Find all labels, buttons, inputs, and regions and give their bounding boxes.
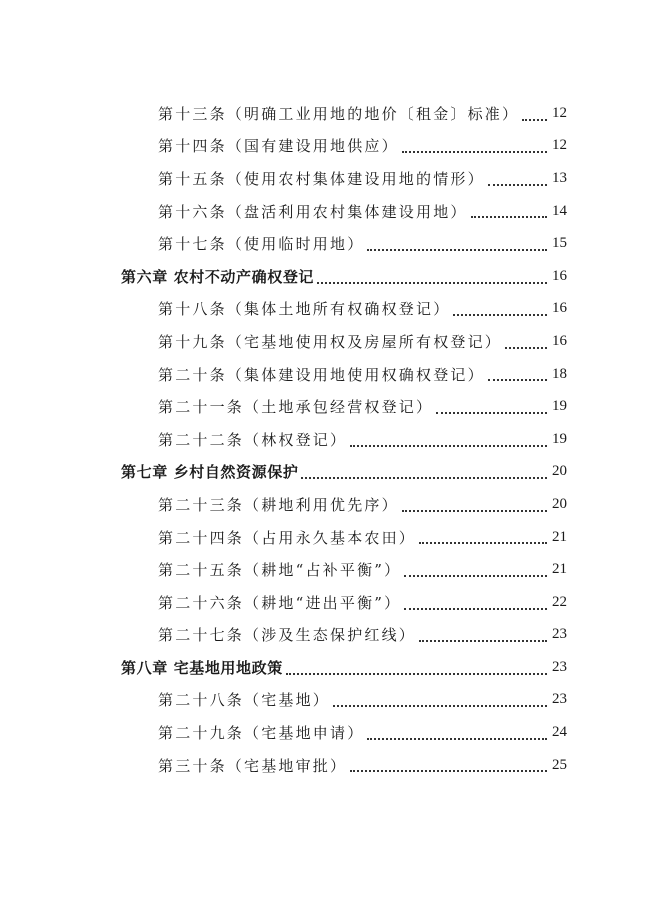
toc-page-number: 24 bbox=[552, 724, 567, 741]
toc-entry[interactable] bbox=[0, 195, 650, 228]
toc-entry[interactable] bbox=[0, 325, 650, 358]
toc-page-number: 20 bbox=[552, 495, 567, 512]
toc-entry-title: 第十九条（宅基地使用权及房屋所有权登记） bbox=[158, 332, 503, 351]
toc-entry-title: 第十三条（明确工业用地的地价〔租金〕标准） bbox=[158, 104, 520, 123]
dot-leader bbox=[404, 575, 547, 577]
toc-page-number: 13 bbox=[552, 169, 567, 186]
toc-chapter-title: 第七章 乡村自然资源保护 bbox=[121, 463, 299, 482]
dot-leader bbox=[471, 216, 547, 218]
toc-entry-title: 第二十九条（宅基地申请） bbox=[158, 724, 365, 743]
toc-entry[interactable] bbox=[0, 97, 650, 130]
dot-leader bbox=[436, 412, 547, 414]
toc-chapter-heading[interactable] bbox=[0, 260, 650, 293]
dot-leader bbox=[301, 477, 547, 479]
toc-page-number: 18 bbox=[552, 365, 567, 382]
dot-leader bbox=[367, 738, 547, 740]
dot-leader bbox=[505, 347, 547, 349]
toc-page-number: 14 bbox=[552, 202, 567, 219]
dot-leader bbox=[350, 445, 547, 447]
toc-entry-title: 第二十四条（占用永久基本农田） bbox=[158, 528, 417, 547]
toc-chapter-heading[interactable] bbox=[0, 651, 650, 684]
dot-leader bbox=[402, 510, 547, 512]
toc-entry-title: 第十四条（国有建设用地供应） bbox=[158, 137, 399, 156]
toc-entry-title: 第二十五条（耕地“占补平衡”） bbox=[158, 561, 402, 580]
toc-entry-title: 第二十一条（土地承包经营权登记） bbox=[158, 398, 434, 417]
toc-entry[interactable] bbox=[0, 553, 650, 586]
toc-entry[interactable] bbox=[0, 619, 650, 652]
toc-entry[interactable] bbox=[0, 521, 650, 554]
toc-entry[interactable] bbox=[0, 130, 650, 163]
toc-page-number: 22 bbox=[552, 593, 567, 610]
toc-chapter-title: 第八章 宅基地用地政策 bbox=[121, 658, 283, 677]
toc-chapter-heading[interactable] bbox=[0, 456, 650, 489]
toc-entry[interactable] bbox=[0, 488, 650, 521]
dot-leader bbox=[488, 184, 547, 186]
toc-entry[interactable] bbox=[0, 586, 650, 619]
dot-leader bbox=[286, 673, 547, 675]
toc-entry[interactable] bbox=[0, 390, 650, 423]
dot-leader bbox=[402, 151, 547, 153]
dot-leader bbox=[419, 542, 547, 544]
toc-entry-title: 第十五条（使用农村集体建设用地的情形） bbox=[158, 169, 485, 188]
toc-page-number: 16 bbox=[552, 300, 567, 317]
toc-entry-title: 第十八条（集体土地所有权确权登记） bbox=[158, 300, 451, 319]
toc-page-number: 21 bbox=[552, 528, 567, 545]
toc-page-number: 16 bbox=[552, 267, 567, 284]
toc-page-number: 23 bbox=[552, 626, 567, 643]
toc-entry[interactable] bbox=[0, 293, 650, 326]
toc-page-number: 23 bbox=[552, 691, 567, 708]
toc-entry[interactable] bbox=[0, 358, 650, 391]
toc-entry-title: 第二十三条（耕地利用优先序） bbox=[158, 495, 399, 514]
toc-entry[interactable] bbox=[0, 227, 650, 260]
toc-entry-title: 第二十六条（耕地“进出平衡”） bbox=[158, 593, 402, 612]
dot-leader bbox=[419, 640, 547, 642]
toc-entry[interactable] bbox=[0, 749, 650, 782]
toc-page-number: 20 bbox=[552, 463, 567, 480]
toc-entry[interactable] bbox=[0, 162, 650, 195]
toc-chapter-title: 第六章 农村不动产确权登记 bbox=[121, 267, 315, 286]
toc-entry-title: 第二十八条（宅基地） bbox=[158, 691, 331, 710]
toc-page-number: 12 bbox=[552, 104, 567, 121]
dot-leader bbox=[350, 770, 547, 772]
toc-page-number: 19 bbox=[552, 430, 567, 447]
dot-leader bbox=[522, 119, 547, 121]
dot-leader bbox=[404, 608, 547, 610]
toc-entry-title: 第十六条（盘活利用农村集体建设用地） bbox=[158, 202, 468, 221]
toc-page-number: 12 bbox=[552, 137, 567, 154]
dot-leader bbox=[333, 705, 547, 707]
dot-leader bbox=[488, 379, 547, 381]
toc-page-number: 15 bbox=[552, 235, 567, 252]
dot-leader bbox=[453, 314, 547, 316]
table-of-contents bbox=[0, 97, 650, 781]
toc-entry-title: 第十七条（使用临时用地） bbox=[158, 235, 365, 254]
toc-entry[interactable] bbox=[0, 423, 650, 456]
toc-entry-title: 第三十条（宅基地审批） bbox=[158, 756, 348, 775]
toc-page-number: 16 bbox=[552, 332, 567, 349]
toc-entry-title: 第二十二条（林权登记） bbox=[158, 430, 348, 449]
toc-page-number: 21 bbox=[552, 561, 567, 578]
toc-page-number: 19 bbox=[552, 398, 567, 415]
dot-leader bbox=[367, 249, 547, 251]
toc-page-number: 23 bbox=[552, 658, 567, 675]
toc-entry-title: 第二十条（集体建设用地使用权确权登记） bbox=[158, 365, 485, 384]
toc-entry[interactable] bbox=[0, 716, 650, 749]
toc-entry[interactable] bbox=[0, 684, 650, 717]
toc-page-number: 25 bbox=[552, 756, 567, 773]
toc-entry-title: 第二十七条（涉及生态保护红线） bbox=[158, 626, 417, 645]
dot-leader bbox=[317, 282, 547, 284]
